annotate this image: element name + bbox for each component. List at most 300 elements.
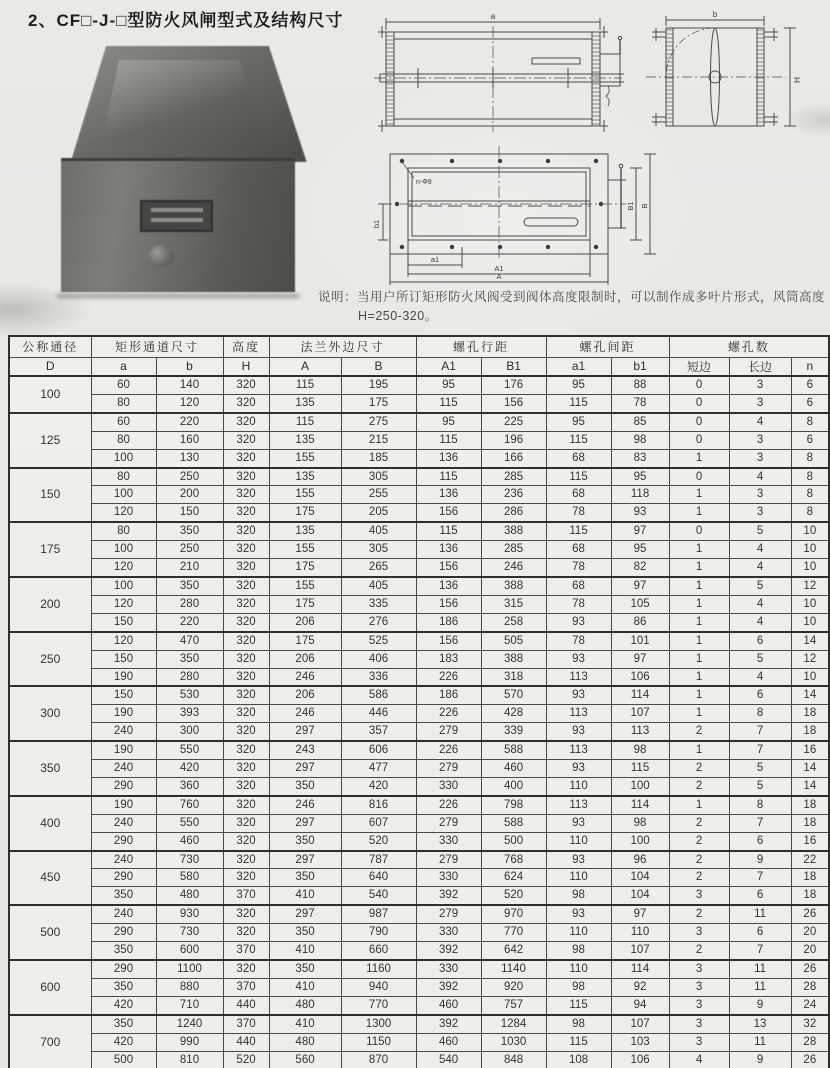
subheader-B1: B1 <box>481 357 546 376</box>
table-cell: 80 <box>91 394 156 412</box>
table-cell: 150 <box>156 504 223 522</box>
table-cell: 7 <box>729 723 791 741</box>
table-row <box>9 394 829 412</box>
table-cell: 110 <box>546 832 611 850</box>
table-cell: 113 <box>546 741 611 759</box>
table-cell: 320 <box>223 760 269 778</box>
table-cell-D: 150 <box>9 468 91 523</box>
table-cell: 205 <box>341 504 416 522</box>
table-cell: 98 <box>611 814 669 832</box>
table-cell: 115 <box>269 376 341 394</box>
table-cell: 4 <box>729 559 791 577</box>
dimension-table <box>8 335 830 1068</box>
table-cell: 320 <box>223 650 269 668</box>
table-cell: 320 <box>223 468 269 486</box>
table-cell: 115 <box>416 394 481 412</box>
table-cell: 115 <box>546 996 611 1014</box>
table-cell: 190 <box>91 668 156 686</box>
table-cell: 297 <box>269 814 341 832</box>
front-dim-A-label: A <box>496 272 502 281</box>
table-cell: 550 <box>156 814 223 832</box>
table-cell: 0 <box>669 394 729 412</box>
table-cell: 95 <box>611 541 669 559</box>
table-cell: 97 <box>611 577 669 595</box>
table-cell: 460 <box>416 1033 481 1051</box>
table-cell: 16 <box>791 741 829 759</box>
table-row <box>9 559 829 577</box>
table-cell: 156 <box>416 595 481 613</box>
table-cell: 400 <box>481 777 546 795</box>
table-cell: 1 <box>669 613 729 631</box>
photo-hood-top <box>71 46 307 162</box>
table-cell: 276 <box>341 613 416 631</box>
table-cell: 370 <box>223 887 269 905</box>
table-cell: 970 <box>481 905 546 923</box>
front-dim-B1-label: B1 <box>626 201 635 211</box>
table-cell: 2 <box>669 851 729 869</box>
table-cell: 78 <box>546 632 611 650</box>
table-cell: 480 <box>269 996 341 1014</box>
table-cell: 520 <box>223 1051 269 1068</box>
table-cell: 3 <box>669 960 729 978</box>
table-cell: 100 <box>611 832 669 850</box>
table-cell: 101 <box>611 632 669 650</box>
table-cell: 185 <box>341 449 416 467</box>
table-cell: 388 <box>481 650 546 668</box>
table-cell: 0 <box>669 431 729 449</box>
table-cell: 350 <box>156 577 223 595</box>
table-cell: 410 <box>269 942 341 960</box>
table-cell: 150 <box>91 686 156 704</box>
table-cell: 790 <box>341 924 416 942</box>
front-dim-A1-label: A1 <box>494 264 504 273</box>
table-cell: 279 <box>416 760 481 778</box>
table-cell: 68 <box>546 449 611 467</box>
table-cell: 440 <box>223 996 269 1014</box>
table-cell: 297 <box>269 905 341 923</box>
table-cell: 114 <box>611 686 669 704</box>
table-cell: 113 <box>546 796 611 814</box>
header-d: 公称通径 <box>9 336 91 357</box>
table-cell: 11 <box>729 1033 791 1051</box>
table-cell: 560 <box>269 1051 341 1068</box>
table-cell: 110 <box>546 924 611 942</box>
table-cell: 93 <box>546 650 611 668</box>
table-cell: 320 <box>223 449 269 467</box>
table-cell: 98 <box>546 978 611 996</box>
table-cell: 3 <box>729 431 791 449</box>
table-cell: 1 <box>669 595 729 613</box>
table-cell: 1 <box>669 559 729 577</box>
table-cell: 320 <box>223 832 269 850</box>
table-cell: 22 <box>791 851 829 869</box>
table-cell: 156 <box>416 632 481 650</box>
table-cell: 6 <box>729 686 791 704</box>
table-cell: 350 <box>91 1015 156 1033</box>
subheader-H: H <box>223 357 269 376</box>
table-cell: 236 <box>481 486 546 504</box>
table-cell: 320 <box>223 960 269 978</box>
table-cell: 588 <box>481 741 546 759</box>
table-cell: 279 <box>416 851 481 869</box>
table-cell: 92 <box>611 978 669 996</box>
front-dim-B-label: B <box>640 203 649 209</box>
table-cell: 477 <box>341 760 416 778</box>
table-cell: 305 <box>341 468 416 486</box>
table-cell: 155 <box>269 449 341 467</box>
table-cell: 320 <box>223 595 269 613</box>
table-cell: 190 <box>91 796 156 814</box>
table-cell: 1 <box>669 577 729 595</box>
table-cell: 297 <box>269 760 341 778</box>
table-cell: 279 <box>416 905 481 923</box>
table-cell: 280 <box>156 668 223 686</box>
table-cell: 9 <box>729 1051 791 1068</box>
table-cell: 83 <box>611 449 669 467</box>
table-cell: 80 <box>91 431 156 449</box>
table-cell: 757 <box>481 996 546 1014</box>
header-rect-duct: 矩形通道尺寸 <box>91 336 223 357</box>
table-cell: 16 <box>791 832 829 850</box>
table-cell: 226 <box>416 705 481 723</box>
table-row <box>9 577 829 595</box>
table-cell: 420 <box>341 777 416 795</box>
table-cell: 350 <box>156 650 223 668</box>
table-cell: 150 <box>91 650 156 668</box>
table-row <box>9 413 829 431</box>
table-cell: 320 <box>223 705 269 723</box>
table-cell: 770 <box>481 924 546 942</box>
table-cell: 176 <box>481 376 546 394</box>
table-cell: 103 <box>611 1033 669 1051</box>
table-cell: 100 <box>91 541 156 559</box>
table-cell-D: 400 <box>9 796 91 851</box>
table-cell: 135 <box>269 394 341 412</box>
table-cell: 768 <box>481 851 546 869</box>
table-cell: 135 <box>269 431 341 449</box>
table-cell: 11 <box>729 905 791 923</box>
table-cell: 9 <box>729 851 791 869</box>
table-cell: 246 <box>481 559 546 577</box>
table-cell: 190 <box>91 741 156 759</box>
table-cell: 93 <box>546 613 611 631</box>
plan-view-drawing <box>372 14 624 142</box>
end-dim-b-label: b <box>712 10 718 19</box>
table-cell: 106 <box>611 668 669 686</box>
table-row <box>9 522 829 540</box>
table-cell: 360 <box>156 777 223 795</box>
table-cell: 320 <box>223 851 269 869</box>
table-cell: 3 <box>669 996 729 1014</box>
table-cell: 12 <box>791 650 829 668</box>
table-cell: 215 <box>341 431 416 449</box>
note-text: 当用户所订矩形防火风阀受到阀体高度限制时，可以制作成多叶片形式，风筒高度H=250-320。 <box>357 290 826 323</box>
table-row <box>9 632 829 650</box>
table-cell: 120 <box>91 595 156 613</box>
table-cell: 279 <box>416 814 481 832</box>
header-flange: 法兰外边尺寸 <box>269 336 416 357</box>
table-cell: 1 <box>669 796 729 814</box>
table-cell: 3 <box>669 1033 729 1051</box>
table-cell: 480 <box>269 1033 341 1051</box>
table-cell: 114 <box>611 796 669 814</box>
table-cell: 10 <box>791 595 829 613</box>
table-row <box>9 541 829 559</box>
table-cell: 520 <box>481 887 546 905</box>
table-cell: 250 <box>156 468 223 486</box>
table-row <box>9 978 829 996</box>
table-cell: 60 <box>91 413 156 431</box>
table-cell: 93 <box>546 814 611 832</box>
table-cell: 320 <box>223 413 269 431</box>
table-cell: 226 <box>416 741 481 759</box>
table-row <box>9 723 829 741</box>
table-cell: 140 <box>156 376 223 394</box>
table-cell: 175 <box>269 504 341 522</box>
table-cell-D: 600 <box>9 960 91 1015</box>
table-cell: 1 <box>669 686 729 704</box>
table-cell: 410 <box>269 887 341 905</box>
table-cell: 93 <box>546 723 611 741</box>
table-cell: 1 <box>669 632 729 650</box>
table-cell: 606 <box>341 741 416 759</box>
table-cell: 320 <box>223 777 269 795</box>
table-cell: 110 <box>546 960 611 978</box>
front-dim-b1-label: b1 <box>372 219 381 229</box>
table-cell: 88 <box>611 376 669 394</box>
table-cell: 10 <box>791 668 829 686</box>
photo-shadow <box>57 294 298 298</box>
table-row <box>9 924 829 942</box>
table-cell: 250 <box>156 541 223 559</box>
table-cell: 206 <box>269 686 341 704</box>
table-cell: 100 <box>91 486 156 504</box>
table-row <box>9 705 829 723</box>
table-row <box>9 1033 829 1051</box>
table-cell: 98 <box>546 1015 611 1033</box>
table-cell-D: 300 <box>9 686 91 741</box>
table-cell: 115 <box>546 1033 611 1051</box>
table-cell: 14 <box>791 777 829 795</box>
table-cell: 350 <box>269 924 341 942</box>
table-cell: 13 <box>729 1015 791 1033</box>
table-cell: 118 <box>611 486 669 504</box>
table-cell: 160 <box>156 431 223 449</box>
table-cell: 770 <box>341 996 416 1014</box>
table-row <box>9 777 829 795</box>
table-cell: 206 <box>269 613 341 631</box>
table-cell: 290 <box>91 960 156 978</box>
table-cell: 4 <box>729 413 791 431</box>
table-row <box>9 595 829 613</box>
table-cell: 190 <box>91 705 156 723</box>
table-cell: 2 <box>669 942 729 960</box>
table-cell: 787 <box>341 851 416 869</box>
table-cell: 240 <box>91 905 156 923</box>
table-cell: 460 <box>481 760 546 778</box>
subheader-a1: a1 <box>546 357 611 376</box>
table-cell: 135 <box>269 468 341 486</box>
table-cell: 186 <box>416 686 481 704</box>
table-cell: 20 <box>791 942 829 960</box>
table-cell: 4 <box>729 595 791 613</box>
table-cell: 8 <box>729 796 791 814</box>
table-cell-D: 175 <box>9 522 91 577</box>
table-cell: 5 <box>729 777 791 795</box>
table-cell: 320 <box>223 869 269 887</box>
table-cell: 78 <box>546 559 611 577</box>
table-cell: 115 <box>546 394 611 412</box>
table-cell: 990 <box>156 1033 223 1051</box>
table-row <box>9 996 829 1014</box>
table-cell: 940 <box>341 978 416 996</box>
table-cell: 350 <box>269 960 341 978</box>
table-cell: 60 <box>91 376 156 394</box>
table-cell: 6 <box>729 887 791 905</box>
table-cell-D: 500 <box>9 905 91 960</box>
product-photo <box>52 46 320 298</box>
table-cell: 93 <box>546 760 611 778</box>
table-cell: 3 <box>729 486 791 504</box>
table-cell: 107 <box>611 942 669 960</box>
photo-nameplate <box>140 200 212 233</box>
plan-dim-a-label: a <box>490 12 496 21</box>
table-cell: 388 <box>481 577 546 595</box>
table-cell: 930 <box>156 905 223 923</box>
table-cell: 93 <box>546 851 611 869</box>
subheader-A: A <box>269 357 341 376</box>
table-cell: 320 <box>223 613 269 631</box>
table-cell: 186 <box>416 613 481 631</box>
table-cell: 98 <box>546 887 611 905</box>
table-cell: 388 <box>481 522 546 540</box>
table-row <box>9 851 829 869</box>
table-cell: 5 <box>729 650 791 668</box>
table-cell: 110 <box>611 924 669 942</box>
table-cell: 12 <box>791 577 829 595</box>
table-cell: 607 <box>341 814 416 832</box>
table-cell: 320 <box>223 905 269 923</box>
table-cell: 410 <box>269 978 341 996</box>
table-cell: 1 <box>669 705 729 723</box>
table-cell: 113 <box>611 723 669 741</box>
table-cell: 350 <box>91 978 156 996</box>
table-cell: 3 <box>669 1015 729 1033</box>
table-cell: 2 <box>669 869 729 887</box>
table-cell: 226 <box>416 668 481 686</box>
table-cell: 80 <box>91 522 156 540</box>
table-cell: 120 <box>91 632 156 650</box>
table-cell: 600 <box>156 942 223 960</box>
table-row <box>9 376 829 394</box>
table-cell: 1160 <box>341 960 416 978</box>
table-cell: 0 <box>669 522 729 540</box>
table-cell: 150 <box>91 613 156 631</box>
table-cell: 220 <box>156 413 223 431</box>
table-cell: 94 <box>611 996 669 1014</box>
subheader-b1: b1 <box>611 357 669 376</box>
table-cell: 315 <box>481 595 546 613</box>
table-cell: 285 <box>481 541 546 559</box>
table-cell: 816 <box>341 796 416 814</box>
table-cell: 246 <box>269 796 341 814</box>
table-cell: 166 <box>481 449 546 467</box>
table-cell: 339 <box>481 723 546 741</box>
table-cell: 93 <box>611 504 669 522</box>
table-cell: 428 <box>481 705 546 723</box>
table-row <box>9 832 829 850</box>
table-cell: 642 <box>481 942 546 960</box>
table-cell: 175 <box>269 559 341 577</box>
table-cell: 1140 <box>481 960 546 978</box>
table-cell: 98 <box>611 431 669 449</box>
table-cell: 320 <box>223 376 269 394</box>
table-cell: 3 <box>669 924 729 942</box>
table-cell: 18 <box>791 887 829 905</box>
table-cell: 350 <box>156 522 223 540</box>
table-cell: 320 <box>223 668 269 686</box>
table-cell: 330 <box>416 777 481 795</box>
header-height: 高度 <box>223 336 269 357</box>
table-header <box>9 336 829 376</box>
table-cell: 3 <box>729 504 791 522</box>
table-cell: 11 <box>729 960 791 978</box>
table-cell-D: 700 <box>9 1015 91 1068</box>
table-cell: 297 <box>269 851 341 869</box>
table-cell: 115 <box>611 760 669 778</box>
table-row <box>9 668 829 686</box>
table-cell: 240 <box>91 760 156 778</box>
table-cell: 370 <box>223 942 269 960</box>
table-cell: 96 <box>611 851 669 869</box>
table-cell: 6 <box>791 394 829 412</box>
table-cell: 286 <box>481 504 546 522</box>
table-cell: 446 <box>341 705 416 723</box>
table-row <box>9 486 829 504</box>
table-row <box>9 869 829 887</box>
table-cell: 18 <box>791 705 829 723</box>
table-cell: 80 <box>91 468 156 486</box>
table-cell: 392 <box>416 887 481 905</box>
table-cell: 115 <box>416 431 481 449</box>
table-cell: 330 <box>416 960 481 978</box>
end-dim-h-label: H <box>793 77 802 83</box>
header-hole-gap: 螺孔间距 <box>546 336 669 357</box>
table-cell: 93 <box>546 905 611 923</box>
subheader-a: a <box>91 357 156 376</box>
table-cell: 93 <box>546 686 611 704</box>
table-cell: 420 <box>91 1033 156 1051</box>
table-cell: 100 <box>91 449 156 467</box>
table-cell: 520 <box>341 832 416 850</box>
table-cell-D: 250 <box>9 632 91 687</box>
table-cell: 255 <box>341 486 416 504</box>
table-cell: 330 <box>416 869 481 887</box>
table-cell: 8 <box>791 504 829 522</box>
table-cell: 920 <box>481 978 546 996</box>
table-cell: 730 <box>156 851 223 869</box>
table-cell-D: 200 <box>9 577 91 632</box>
table-cell: 115 <box>416 468 481 486</box>
table-row <box>9 760 829 778</box>
table-cell: 82 <box>611 559 669 577</box>
table-cell: 5 <box>729 522 791 540</box>
table-cell: 14 <box>791 686 829 704</box>
table-cell: 1100 <box>156 960 223 978</box>
table-cell: 3 <box>729 394 791 412</box>
table-cell: 4 <box>729 468 791 486</box>
table-row <box>9 960 829 978</box>
